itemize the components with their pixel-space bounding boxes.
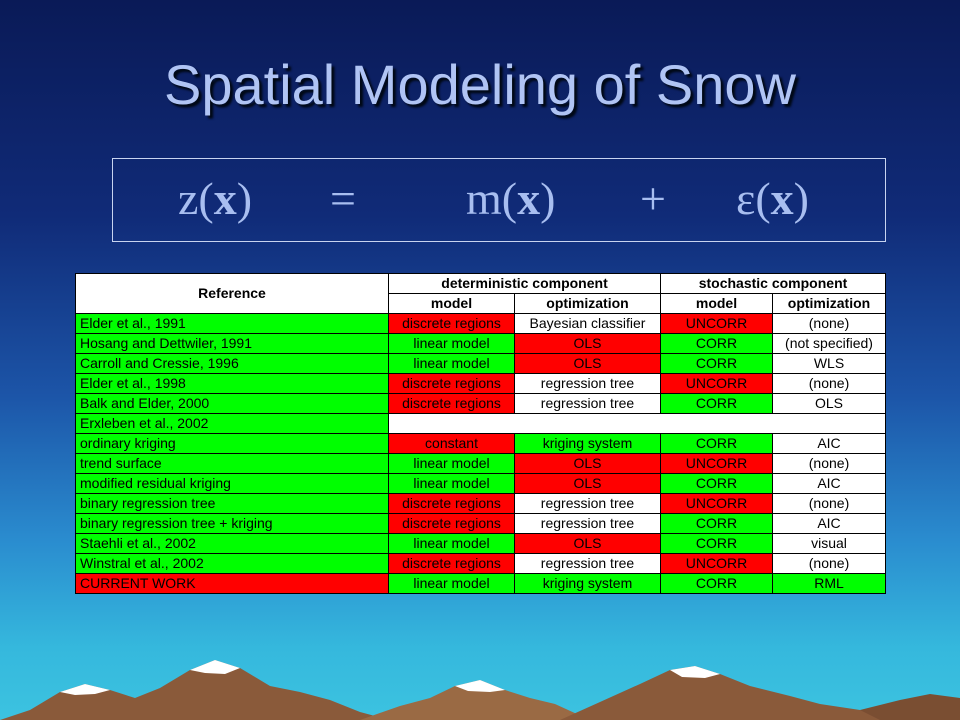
det-model-cell: linear model: [389, 454, 515, 474]
table-row: [76, 474, 886, 494]
stoch-model-cell: CORR: [661, 514, 773, 534]
det-model-cell: linear model: [389, 534, 515, 554]
stoch-optimization-cell: visual: [773, 534, 886, 554]
reference-header: Reference: [76, 274, 389, 314]
stoch-model-cell: CORR: [661, 354, 773, 374]
table-row: [76, 374, 886, 394]
stoch-optimization-cell: AIC: [773, 514, 886, 534]
det-optimization-cell: regression tree: [515, 554, 661, 574]
stoch-model-cell: CORR: [661, 434, 773, 454]
stoch-model-cell: CORR: [661, 534, 773, 554]
stoch-optimization-cell: OLS: [773, 394, 886, 414]
table-row: [76, 314, 886, 334]
det-model-cell: discrete regions: [389, 374, 515, 394]
table-row: [76, 414, 886, 434]
det-optimization-cell: OLS: [515, 354, 661, 374]
det-model-cell: discrete regions: [389, 554, 515, 574]
table-row: [76, 554, 886, 574]
stoch-optimization-header: optimization: [773, 294, 886, 314]
stoch-optimization-cell: AIC: [773, 434, 886, 454]
stoch-model-cell: UNCORR: [661, 374, 773, 394]
reference-cell: Carroll and Cressie, 1996: [76, 354, 389, 374]
stoch-func: ε(: [736, 173, 771, 224]
table-row: [76, 354, 886, 374]
table-row: [76, 534, 886, 554]
det-close: ): [540, 173, 556, 224]
stoch-model-cell: CORR: [661, 334, 773, 354]
stoch-model-cell: CORR: [661, 394, 773, 414]
det-model-cell: discrete regions: [389, 314, 515, 334]
mountain-illustration: [0, 640, 960, 720]
det-var: x: [517, 173, 541, 224]
stoch-optimization-cell: (none): [773, 454, 886, 474]
stoch-optimization-cell: RML: [773, 574, 886, 594]
det-optimization-cell: OLS: [515, 454, 661, 474]
stoch-model-cell: UNCORR: [661, 554, 773, 574]
stoch-close: ): [793, 173, 809, 224]
stochastic-header: stochastic component: [661, 274, 886, 294]
reference-cell: Hosang and Dettwiler, 1991: [76, 334, 389, 354]
table-row: [76, 454, 886, 474]
det-optimization-cell: OLS: [515, 474, 661, 494]
reference-cell: ordinary kriging: [76, 434, 389, 454]
slide-title: Spatial Modeling of Snow: [164, 53, 796, 116]
stoch-model-cell: UNCORR: [661, 314, 773, 334]
det-model-cell: discrete regions: [389, 514, 515, 534]
det-optimization-cell: Bayesian classifier: [515, 314, 661, 334]
det-func: m(: [466, 173, 518, 224]
stoch-optimization-cell: (none): [773, 554, 886, 574]
det-model-cell: linear model: [389, 574, 515, 594]
reference-cell: Winstral et al., 2002: [76, 554, 389, 574]
lhs-close: ): [236, 173, 253, 224]
table-row: [76, 434, 886, 454]
reference-table: [75, 273, 886, 594]
stoch-model-cell: UNCORR: [661, 454, 773, 474]
stoch-model-cell: CORR: [661, 574, 773, 594]
plus-sign: +: [640, 173, 666, 224]
lhs-func: z(: [178, 173, 214, 224]
det-optimization-cell: OLS: [515, 534, 661, 554]
equation-deterministic: [466, 172, 555, 225]
det-optimization-cell: kriging system: [515, 574, 661, 594]
reference-cell: CURRENT WORK: [76, 574, 389, 594]
stoch-optimization-cell: (none): [773, 374, 886, 394]
stoch-optimization-cell: (none): [773, 494, 886, 514]
reference-cell: binary regression tree: [76, 494, 389, 514]
reference-cell: binary regression tree + kriging: [76, 514, 389, 534]
stoch-optimization-cell: (none): [773, 314, 886, 334]
reference-cell: modified residual kriging: [76, 474, 389, 494]
reference-cell: Erxleben et al., 2002: [76, 414, 389, 434]
header-row-1: [76, 274, 886, 294]
stoch-var: x: [770, 173, 794, 224]
det-optimization-cell: kriging system: [515, 434, 661, 454]
reference-cell: Elder et al., 1998: [76, 374, 389, 394]
stoch-optimization-cell: WLS: [773, 354, 886, 374]
reference-cell: trend surface: [76, 454, 389, 474]
stoch-model-cell: CORR: [661, 474, 773, 494]
empty-group-cell: [389, 414, 886, 434]
det-model-cell: linear model: [389, 354, 515, 374]
det-optimization-cell: regression tree: [515, 494, 661, 514]
equation-lhs: [178, 172, 252, 225]
equation-stochastic: [736, 172, 809, 225]
stoch-model-cell: UNCORR: [661, 494, 773, 514]
mountain-far-right: [860, 694, 960, 720]
det-optimization-cell: regression tree: [515, 514, 661, 534]
det-optimization-cell: regression tree: [515, 394, 661, 414]
det-model-cell: linear model: [389, 334, 515, 354]
table-row: [76, 514, 886, 534]
det-model-cell: discrete regions: [389, 394, 515, 414]
det-model-cell: linear model: [389, 474, 515, 494]
det-optimization-cell: OLS: [515, 334, 661, 354]
table-row: [76, 574, 886, 594]
reference-cell: Staehli et al., 2002: [76, 534, 389, 554]
table-row: [76, 334, 886, 354]
det-model-cell: constant: [389, 434, 515, 454]
det-optimization-cell: regression tree: [515, 374, 661, 394]
reference-cell: Balk and Elder, 2000: [76, 394, 389, 414]
det-model-cell: discrete regions: [389, 494, 515, 514]
deterministic-header: deterministic component: [389, 274, 661, 294]
stoch-model-header: model: [661, 294, 773, 314]
lhs-var: x: [213, 173, 237, 224]
reference-cell: Elder et al., 1991: [76, 314, 389, 334]
stoch-optimization-cell: AIC: [773, 474, 886, 494]
table-row: [76, 394, 886, 414]
det-model-header: model: [389, 294, 515, 314]
stoch-optimization-cell: (not specified): [773, 334, 886, 354]
equals-sign: =: [330, 173, 356, 224]
det-optimization-header: optimization: [515, 294, 661, 314]
table-row: [76, 494, 886, 514]
table-body: [76, 314, 886, 594]
